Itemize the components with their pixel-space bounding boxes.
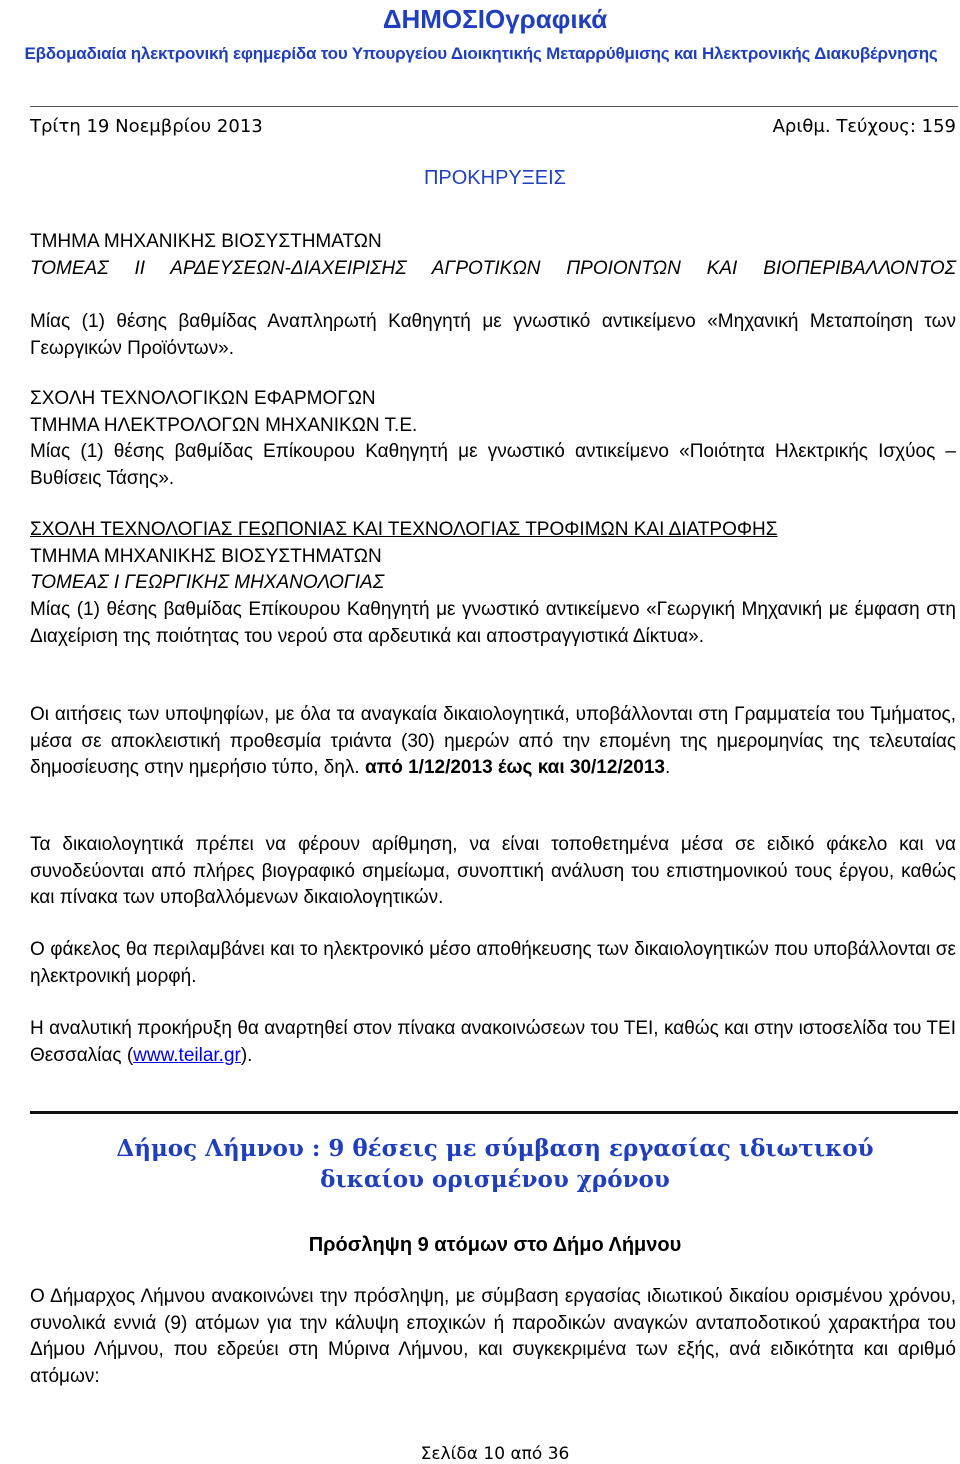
block3-school: ΣΧΟΛΗ ΤΕΧΝΟΛΟΓΙΑΣ ΓΕΩΠΟΝΙΑΣ ΚΑΙ ΤΕΧΝΟΛΟΓΙΑΣ ΤΡΟΦΙΜΩΝ ΚΑΙ ΔΙΑΤΡΟΦΗΣ [30, 519, 778, 540]
masthead-title: ΔΗΜΟΣΙΟγραφικά [382, 4, 608, 34]
masthead-divider [30, 106, 958, 107]
block3-sector: ΤΟΜΕΑΣ Ι ΓΕΩΡΓΙΚΗΣ ΜΗΧΑΝΟΛΟΓΙΑΣ [30, 572, 385, 593]
block1-position: Μίας (1) θέσης βαθμίδας Αναπληρωτή Καθηγητή με γνωστικό αντικείμενο «Μηχανική Μεταποίηση των Γεωργικών Προϊόντων». [30, 311, 956, 359]
block3-position: Μίας (1) θέσης βαθμίδας Επίκουρου Καθηγητή με γνωστικό αντικείμενο «Γεωργική Μηχανική με έμφαση στη Διαχείριση της ποιότητας του νερού στα αρδευτικά και αποστραγγιστικά Δίκτυα». [30, 599, 956, 647]
article-separator [30, 1111, 958, 1114]
block2-position: Μίας (1) θέσης βαθμίδας Επίκουρου Καθηγητή με γνωστικό αντικείμενο «Ποιότητα Ηλεκτρικής Ισχύος – Βυθίσεις Τάσης». [30, 441, 956, 489]
block1-department: ΤΜΗΜΑ ΜΗΧΑΝΙΚΗΣ ΒΙΟΣΥΣΤΗΜΑΤΩΝ [30, 231, 382, 252]
issue-date: Τρίτη 19 Νοεμβρίου 2013 [30, 116, 263, 137]
article-title-text: Δήμος Λήμνου : 9 θέσεις με σύμβαση εργασίας ιδιωτικού δικαίου ορισμένου χρόνου [116, 1135, 874, 1193]
article-body: Ο Δήμαρχος Λήμνου ανακοινώνει την πρόσληψη, με σύμβαση εργασίας ιδιωτικού δικαίου ορισμένου χρόνου, συνολικά εννιά (9) ατόμων για την κάλυψη εποχικών ή παροδικών αναγκών ανταποδοτικού χαρακτήρα του Δήμου Λήμνου, που εδρεύει στη Μύρινα Λήμνου, και συγκεκριμένα των εξής, ανά ειδικότητα και αριθμό ατόμων: [30, 1286, 956, 1387]
announcement-paragraph [30, 1016, 956, 1069]
envelope-paragraph: Ο φάκελος θα περιλαμβάνει και το ηλεκτρονικό μέσο αποθήκευσης των δικαιολογητικών που υποβάλλονται σε ηλεκτρονική μορφή. [30, 939, 956, 987]
applications-dates: από 1/12/2013 έως και 30/12/2013 [365, 757, 665, 778]
block3-department: ΤΜΗΜΑ ΜΗΧΑΝΙΚΗΣ ΒΙΟΣΥΣΤΗΜΑΤΩΝ [30, 546, 382, 567]
block1-sector: ΤΟΜΕΑΣ ΙΙ ΑΡΔΕΥΣΕΩΝ-ΔΙΑΧΕΙΡΙΣΗΣ ΑΓΡΟΤΙΚΩΝ ΠΡΟΙΟΝΤΩΝ ΚΑΙ ΒΙΟΠΕΡΙΒΑΛΛΟΝΤΟΣ [30, 258, 956, 279]
issue-number: Αριθμ. Τεύχους: 159 [772, 116, 956, 137]
masthead-subtitle: Εβδομαδιαία ηλεκτρονική εφημερίδα του Υπουργείου Διοικητικής Μεταρρύθμισης και Ηλεκτρονικής Διακυβέρνησης [24, 44, 938, 63]
teilar-link[interactable]: www.teilar.gr [133, 1044, 241, 1066]
applications-text: Οι αιτήσεις των υποψηφίων, με όλα τα αναγκαία δικαιολογητικά, υποβάλλονται στη Γραμματεία του Τμήματος, μέσα σε αποκλειστική προθεσμία τριάντα (30) ημερών από την επομένη της ημερομηνίας της τελευταίας δημοσίευσης στην ημερήσιο τύπο, δηλ. [30, 704, 956, 778]
section-title: ΠΡΟΚΗΡΥΞΕΙΣ [423, 167, 567, 189]
article-title [0, 1133, 960, 1195]
block2-school: ΣΧΟΛΗ ΤΕΧΝΟΛΟΓΙΚΩΝ ΕΦΑΡΜΟΓΩΝ [30, 388, 376, 409]
announcement-text: Η αναλυτική προκήρυξη θα αναρτηθεί στον πίνακα ανακοινώσεων του ΤΕΙ, καθώς και στην ιστοσελίδα του ΤΕΙ Θεσσαλίας ( [30, 1018, 956, 1066]
page-footer: Σελίδα 10 από 36 [420, 1444, 570, 1464]
applications-paragraph: Οι αιτήσεις των υποψηφίων, με όλα τα αναγκαία δικαιολογητικά, υποβάλλονται στη Γραμματεία του Τμήματος, μέσα σε αποκλειστική προθεσμία τριάντα (30) ημερών από την επομένη της ημερομηνίας της τελευταίας δημοσίευσης στην ημερήσιο τύπο, δηλ. από 1/12/2013 έως και 30/12/2013. [30, 704, 956, 778]
block2-department: ΤΜΗΜΑ ΗΛΕΚΤΡΟΛΟΓΩΝ ΜΗΧΑΝΙΚΩΝ Τ.Ε. [30, 415, 418, 436]
issue-row [30, 116, 958, 138]
documents-paragraph: Τα δικαιολογητικά πρέπει να φέρουν αρίθμηση, να είναι τοποθετημένα μέσα σε ειδικό φάκελο και να συνοδεύονται από πλήρες βιογραφικό σημείωμα, συνοπτική ανάλυση του επιστημονικού τους έργου, καθώς και πίνακα των υποβαλλόμενων δικαιολογητικών. [30, 834, 956, 908]
article-subtitle: Πρόσληψη 9 ατόμων στο Δήμο Λήμνου [308, 1234, 682, 1256]
announcement-end: ). [240, 1044, 253, 1066]
